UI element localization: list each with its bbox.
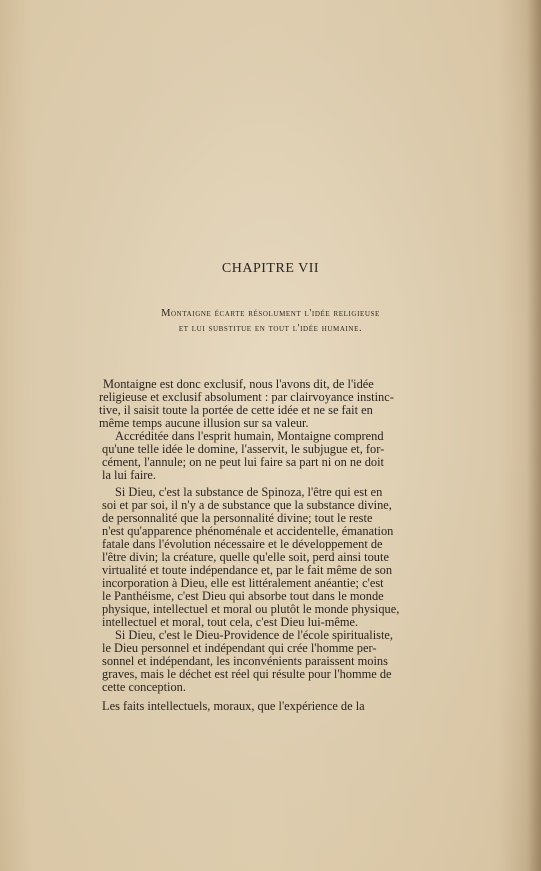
paragraph xyxy=(102,486,474,629)
text-line: qu'une telle idée le domine, l'asservit, le subjugue et, for- xyxy=(102,442,385,456)
paragraph xyxy=(102,700,474,713)
paragraph xyxy=(102,430,474,482)
paragraph xyxy=(102,629,474,694)
text-line: physique, intellectuel et moral ou plutôt le monde physique, xyxy=(102,602,400,616)
text-line: graves, mais le déchet est réel qui résulte pour l'homme de xyxy=(102,667,392,681)
text-line: même temps aucune illusion sur sa valeur. xyxy=(99,416,309,430)
text-line: Montaigne est donc exclusif, nous l'avons dit, de l'idée xyxy=(103,377,374,391)
text-line: sonnel et indépendant, les inconvénients paraissent moins xyxy=(102,654,388,668)
text-line: Si Dieu, c'est le Dieu-Providence de l'école spiritualiste, xyxy=(115,628,394,642)
text-line: soi et par soi, il n'y a de substance que la substance divine, xyxy=(102,498,392,512)
text-line: fatale dans l'évolution nécessaire et le développement de xyxy=(102,537,383,551)
text-line: incorporation à Dieu, elle est littéralement anéantie; c'est xyxy=(102,576,384,590)
text-line: cément, l'annule; on ne peut lui faire sa part ni on ne doit xyxy=(102,455,384,469)
text-line: Si Dieu, c'est la substance de Spinoza, l'être qui est en xyxy=(115,485,383,499)
body-text xyxy=(99,377,474,713)
subtitle-line: et lui substitue en tout l'idée humaine. xyxy=(178,323,363,334)
text-line: l'être divin; la créature, quelle qu'elle soit, perd ainsi toute xyxy=(102,550,389,564)
chapter-title: CHAPITRE VII xyxy=(221,261,320,276)
text-line: n'est qu'apparence phénoménale et accidentelle, émanation xyxy=(102,524,394,538)
text-line: religieuse et exclusif absolument : par clairvoyance instinc- xyxy=(99,390,394,404)
text-line: intellectuel et moral, tout cela, c'est Dieu lui-même. xyxy=(102,615,359,629)
chapter-subtitle xyxy=(0,306,541,336)
text-line: le Panthéisme, c'est Dieu qui absorbe tout dans le monde xyxy=(102,589,384,603)
text-line: tive, il saisit toute la portée de cette idée et ne se fait en xyxy=(99,403,373,417)
text-line: Accréditée dans l'esprit humain, Montaigne comprend xyxy=(115,429,384,443)
text-line: de personnalité que la personnalité divine; tout le reste xyxy=(102,511,373,525)
text-line: la lui faire. xyxy=(102,468,157,482)
text-line: Les faits intellectuels, moraux, que l'expérience de la xyxy=(102,699,365,713)
text-line: cette conception. xyxy=(102,680,186,694)
subtitle-line: Montaigne écarte résolument l'idée religieuse xyxy=(161,308,380,319)
text-line: virtualité et toute indépendance et, par le fait même de son xyxy=(102,563,393,577)
text-line: le Dieu personnel et indépendant qui crée l'homme per- xyxy=(102,641,377,655)
paragraph xyxy=(99,377,474,430)
